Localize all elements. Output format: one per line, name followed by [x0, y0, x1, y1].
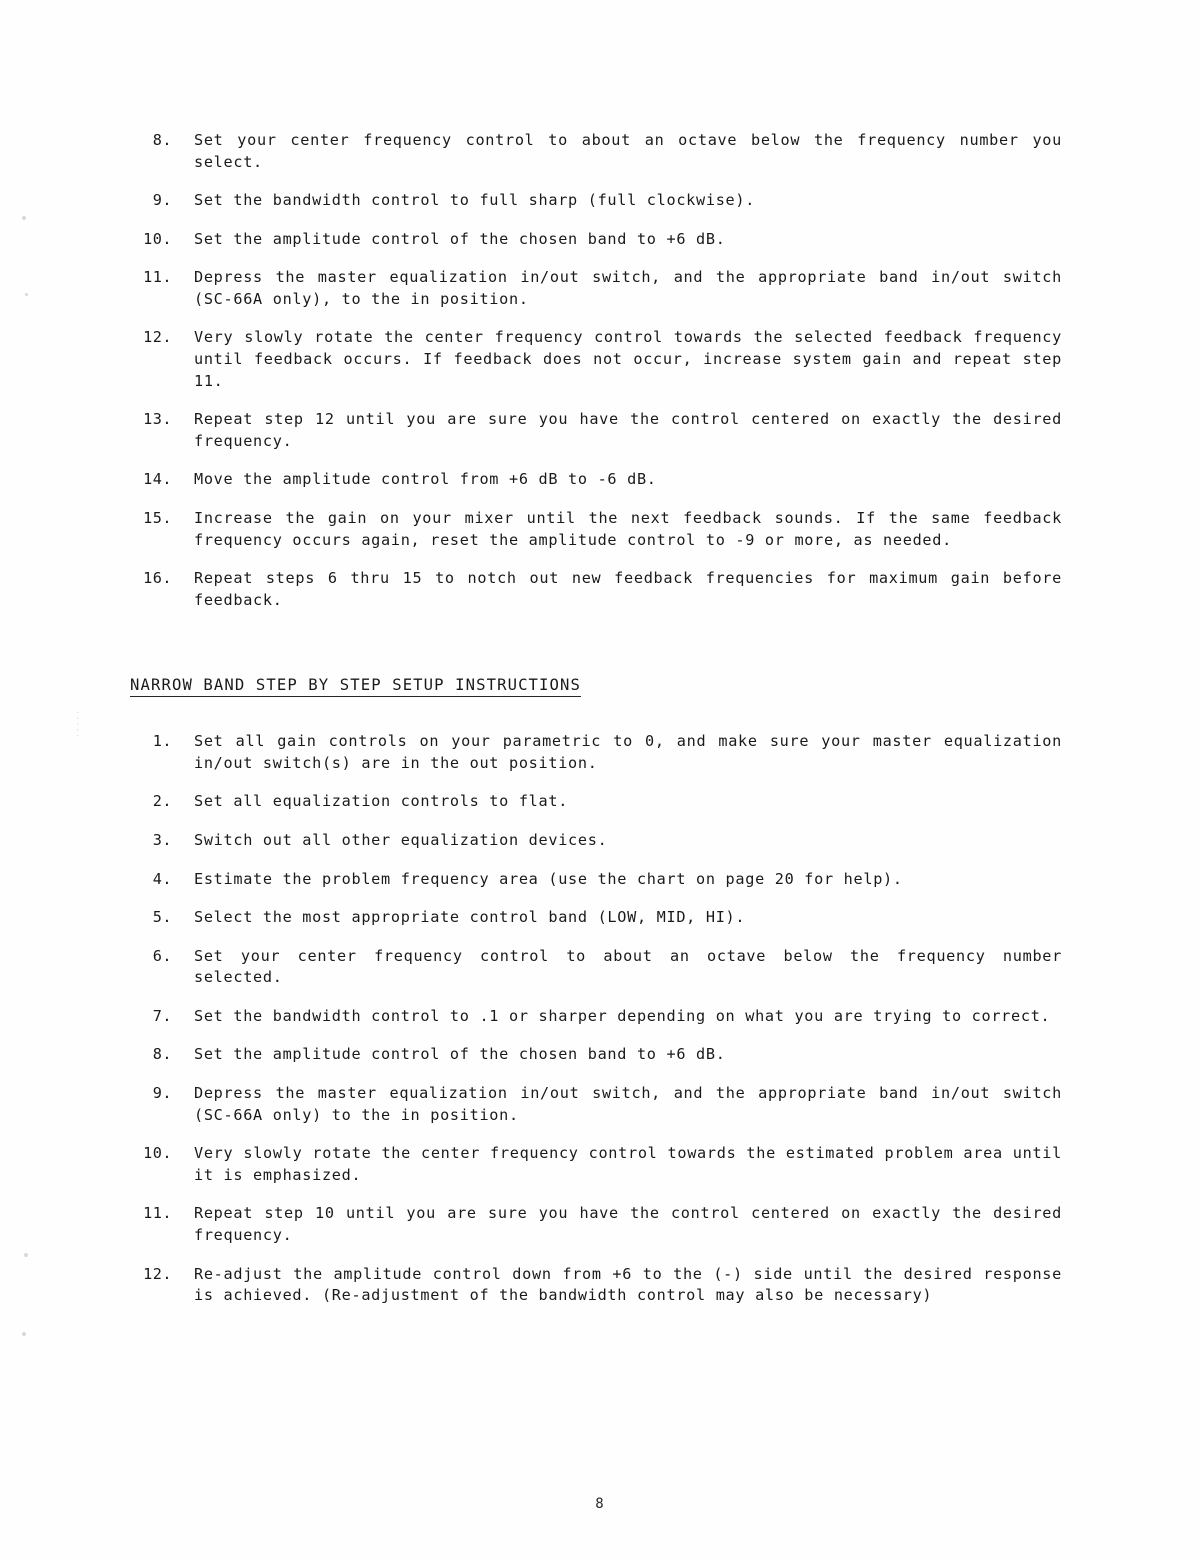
list-item-text: Set the bandwidth control to .1 or sharper depending on what you are trying to correct.	[194, 1006, 1051, 1025]
list-item-number: 10.	[143, 229, 172, 248]
list-item	[132, 731, 1062, 774]
list-item-number: 11.	[143, 1204, 172, 1223]
list-item	[132, 1143, 1062, 1186]
list-item	[132, 830, 1062, 852]
list-item	[132, 409, 1062, 452]
list-item	[132, 1083, 1062, 1126]
list-item	[132, 130, 1062, 173]
list-item	[132, 267, 1062, 310]
list-item-text: Very slowly rotate the center frequency control towards the selected feedback frequency until feedback occurs. If feedback does not occur, increase system gain and repeat step 11.	[194, 328, 1062, 390]
list-item-text: Set the bandwidth control to full sharp (full clockwise).	[194, 191, 756, 210]
list-item-text: Set all equalization controls to flat.	[194, 792, 569, 811]
section-heading: NARROW BAND STEP BY STEP SETUP INSTRUCTIONS	[130, 676, 581, 697]
list-item-text: Select the most appropriate control band (LOW, MID, HI).	[194, 908, 746, 927]
list-item	[132, 508, 1062, 551]
narrow-band-step-list	[132, 731, 1062, 1306]
scan-speck	[22, 1332, 26, 1336]
list-item-text: Very slowly rotate the center frequency control towards the estimated problem area until it is emphasized.	[194, 1144, 1062, 1184]
list-item	[132, 946, 1062, 989]
page-content	[132, 130, 1062, 1324]
list-item-text: Estimate the problem frequency area (use the chart on page 20 for help).	[194, 869, 903, 888]
list-item	[132, 869, 1062, 891]
list-item-text: Repeat step 10 until you are sure you have the control centered on exactly the desired frequency.	[194, 1204, 1062, 1244]
list-item-text: Depress the master equalization in/out switch, and the appropriate band in/out switch (SC-66A only) to the in position.	[194, 1084, 1062, 1124]
list-item-text: Move the amplitude control from +6 dB to -6 dB.	[194, 470, 657, 489]
list-item	[132, 469, 1062, 491]
list-item-number: 13.	[143, 410, 172, 429]
list-item-number: 3.	[152, 830, 172, 849]
list-item-text: Set your center frequency control to about an octave below the frequency number selected.	[194, 946, 1062, 987]
list-item-text: Repeat steps 6 thru 15 to notch out new feedback frequencies for maximum gain before feedback.	[194, 569, 1062, 609]
list-item-text: Set the amplitude control of the chosen band to +6 dB.	[194, 1045, 726, 1064]
list-item	[132, 229, 1062, 251]
list-item-text: Depress the master equalization in/out switch, and the appropriate band in/out switch (SC-66A only), to the in position.	[194, 268, 1062, 308]
wide-band-step-list	[132, 130, 1062, 611]
list-item-number: 9.	[152, 1084, 172, 1103]
list-item-number: 12.	[143, 1264, 172, 1283]
list-item	[132, 568, 1062, 611]
list-item-number: 15.	[143, 508, 172, 527]
list-item-text: Set all gain controls on your parametric to 0, and make sure your master equalization in/out switch(s) are in the out position.	[194, 732, 1062, 772]
list-item-text: Increase the gain on your mixer until the next feedback sounds. If the same feedback frequency occurs again, reset the amplitude control to -9 or more, as needed.	[194, 508, 1062, 549]
list-item	[132, 1006, 1062, 1028]
list-item-number: 6.	[152, 946, 172, 965]
list-item	[132, 190, 1062, 212]
list-item-text: Set the amplitude control of the chosen band to +6 dB.	[194, 229, 726, 248]
scan-speck	[24, 1253, 28, 1257]
list-item-number: 8.	[152, 131, 172, 149]
list-item-number: 7.	[152, 1006, 172, 1025]
list-item-number: 4.	[152, 869, 172, 888]
list-item	[132, 907, 1062, 929]
list-item	[132, 1044, 1062, 1066]
list-item-number: 5.	[152, 908, 172, 927]
list-item-number: 1.	[152, 732, 172, 751]
list-item-text: Repeat step 12 until you are sure you have the control centered on exactly the desired frequency.	[194, 410, 1062, 450]
list-item-number: 2.	[152, 792, 172, 811]
list-item-number: 11.	[143, 268, 172, 287]
list-item	[132, 327, 1062, 392]
list-item-number: 10.	[143, 1144, 172, 1163]
margin-scribble: .....	[75, 710, 84, 740]
scan-speck	[22, 216, 26, 220]
section-heading-wrap	[130, 628, 1062, 731]
scan-speck	[25, 293, 28, 296]
list-item-number: 9.	[152, 191, 172, 210]
list-item-text: Set your center frequency control to about an octave below the frequency number you select.	[194, 131, 1062, 171]
list-item-text: Switch out all other equalization devices.	[194, 830, 608, 849]
page-number: 8	[595, 1496, 605, 1512]
list-item-text: Re-adjust the amplitude control down from +6 to the (-) side until the desired response is achieved. (Re-adjustment of the bandwidth control may also be necessary)	[194, 1264, 1062, 1305]
list-item	[132, 1203, 1062, 1246]
list-item	[132, 1264, 1062, 1307]
list-item	[132, 791, 1062, 813]
list-item-number: 12.	[143, 328, 172, 347]
list-item-number: 16.	[143, 569, 172, 588]
list-item-number: 14.	[143, 470, 172, 489]
list-item-number: 8.	[152, 1045, 172, 1064]
